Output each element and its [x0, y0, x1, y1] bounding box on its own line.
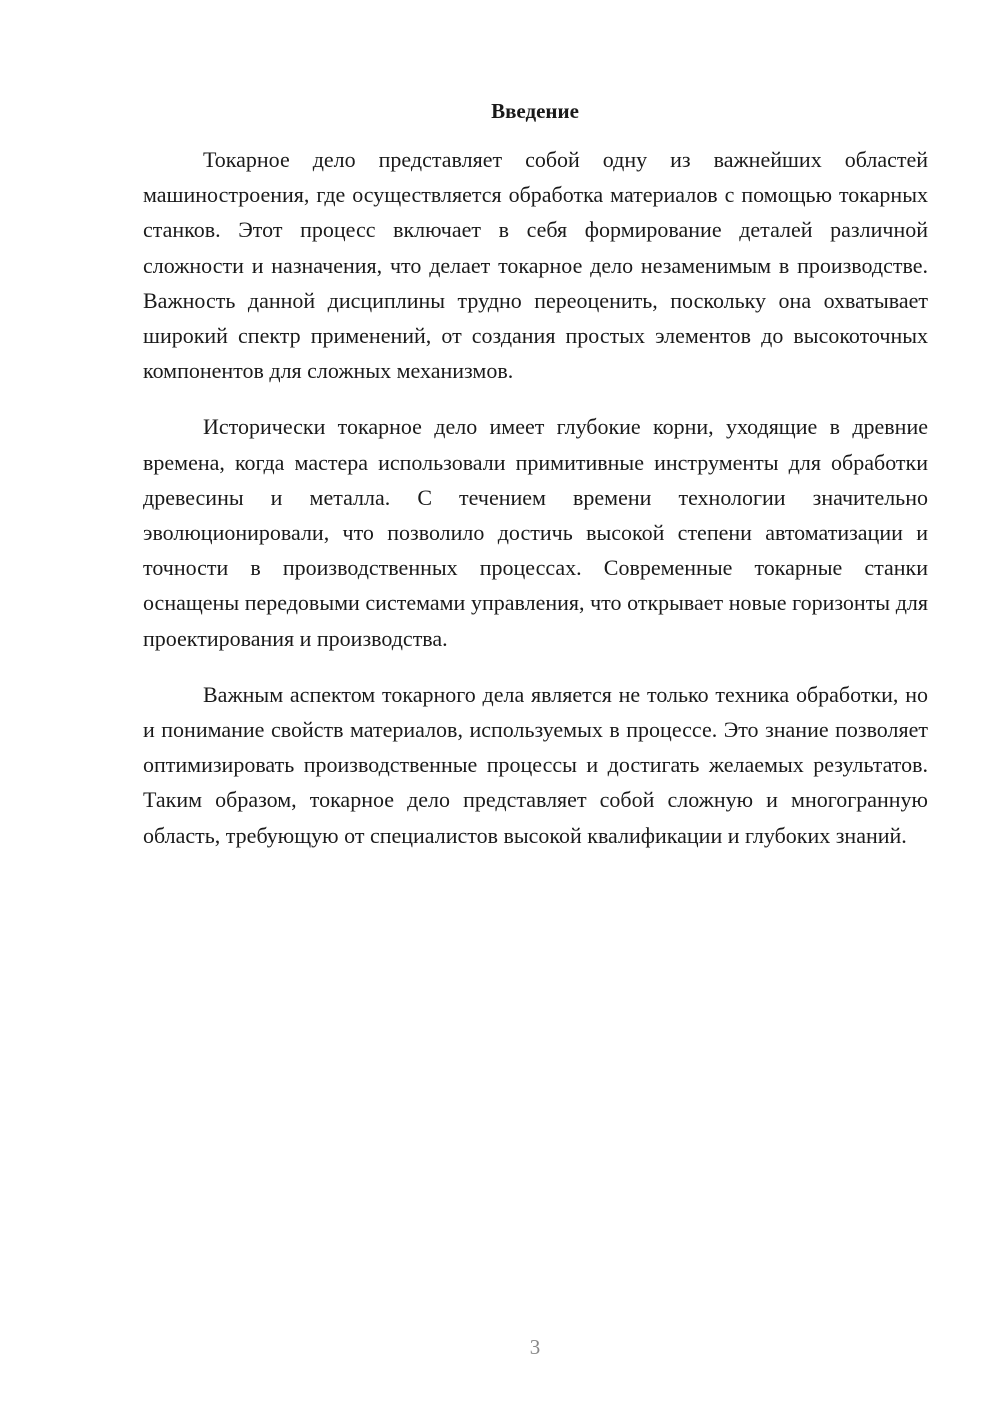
section-title: Введение — [491, 99, 579, 123]
paragraph-2: Исторически токарное дело имеет глубокие корни, уходящие в древние времена, когда мастера использовали примитивные инструменты для обработки древесины и металла. С течением времени технологии значительно эволюционировали, что позволило достичь высокой степени автоматизации и точности в производственных процессах. Современные токарные станки оснащены передовыми системами управления, что открывает новые горизонты для проектирования и производства. — [143, 414, 928, 651]
body-text — [143, 142, 928, 874]
paragraph-3: Важным аспектом токарного дела является не только техника обработки, но и понимание свойств материалов, используемых в процессе. Это знание позволяет оптимизировать производственные процессы и достигать желаемых результатов. Таким образом, токарное дело представляет собой сложную и многогранную область, требующую от специалистов высокой квалификации и глубоких знаний. — [143, 681, 928, 848]
paragraph-1: Токарное дело представляет собой одну из важнейших областей машиностроения, где осуществляется обработка материалов с помощью токарных станков. Этот процесс включает в себя формирование деталей различной сложности и назначения, что делает токарное дело незаменимым в производстве. Важность данной дисциплины трудно переоценить, поскольку она охватывает широкий спектр применений, от создания простых элементов до высокоточных компонентов для сложных механизмов. — [143, 147, 928, 384]
page-number: 3 — [529, 1335, 541, 1359]
